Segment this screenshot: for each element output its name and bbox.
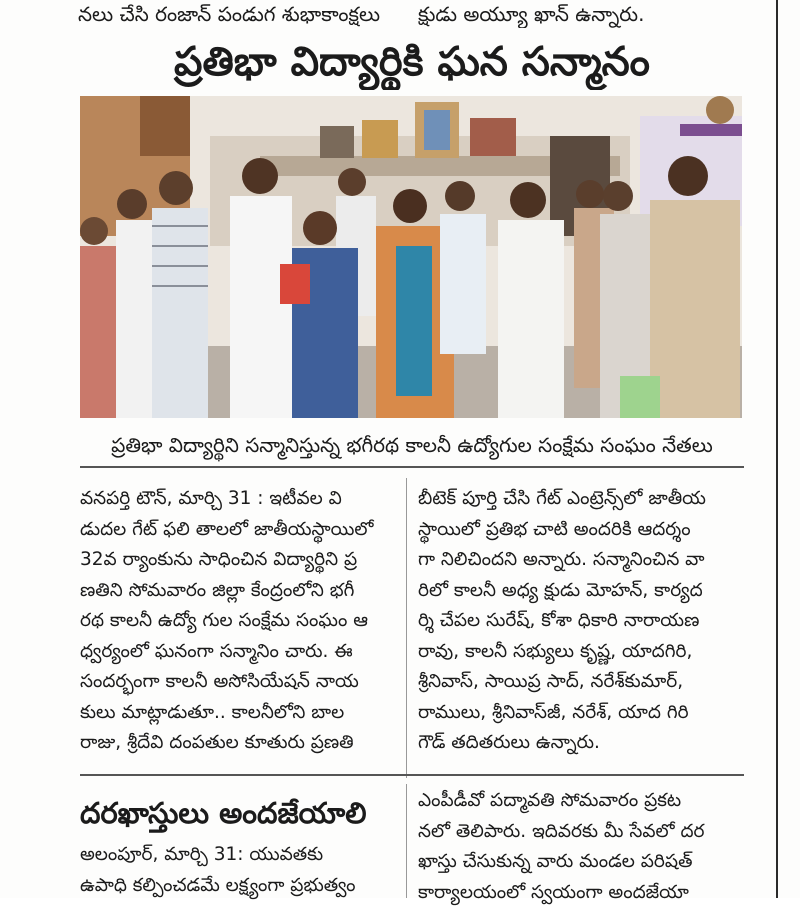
body-line: ర్శి చేపల సురేష్, కోశా ధికారి నారాయణ [418, 606, 744, 637]
body-line: ధ్వర్యంలో ఘనంగా సన్మానిం చారు. ఈ [80, 637, 396, 668]
body-line: రాములు, శ్రీనివాస్‌జీ, నరేశ్, యాద గిరి [418, 698, 744, 729]
body-line: ఖాస్తు చేసుకున్న వారు మండల పరిషత్ [418, 847, 744, 878]
previous-article-tail-right: క్షుడు అయ్యూ ఖాన్ ఉన్నారు. [418, 0, 758, 28]
page-edge-rule [776, 0, 778, 898]
body-line: బీటెక్ పూర్తి చేసి గేట్ ఎంట్రెన్స్‌లో జాతీయ [418, 484, 744, 515]
second-article-body-right [418, 786, 744, 908]
body-line: శ్రీనివాస్, సాయిప్ర సాద్, నరేశ్‌కుమార్, [418, 667, 744, 698]
body-line: గౌడ్ తదితరులు ఉన్నారు. [418, 728, 744, 759]
body-line: ణతిని సోమవారం జిల్లా కేంద్రంలోని భగీ [80, 576, 396, 607]
group-photo-illustration [80, 96, 742, 418]
body-line: వనపర్తి టౌన్, మార్చి 31 : ఇటీవల వి [80, 484, 396, 515]
body-line: రిలో కాలనీ అధ్య క్షుడు మోహన్, కార్యద [418, 576, 744, 607]
second-article-headline: దరఖాస్తులు అందజేయాలి [80, 790, 396, 836]
body-line: రాజు, శ్రీదేవి దంపతుల కూతురు ప్రణతి [80, 728, 396, 759]
body-line: ఎంపీడీవో పద్మావతి సోమవారం ప్రకట [418, 786, 744, 817]
body-line: డుదల గేట్ ఫలి తాలలో జాతీయస్థాయిలో [80, 515, 396, 546]
body-line: సందర్భంగా కాలనీ అసోసియేషన్ నాయ [80, 667, 396, 698]
body-line: రథ కాలనీ ఉద్యో గుల సంక్షేమ సంఘం ఆ [80, 606, 396, 637]
article-headline: ప్రతిభా విద్యార్థికి ఘన సన్మానం [80, 34, 744, 90]
body-line: 32వ ర్యాంకును సాధించిన విద్యార్థిని ప్ర [80, 545, 396, 576]
section-rule [80, 774, 744, 776]
body-line: కార్యాలయంలో స్వయంగా అందజేయా [418, 878, 744, 908]
body-line: రావు, కాలనీ సభ్యులు కృష్ణ, యాదగిరి, [418, 637, 744, 668]
photo-caption: ప్రతిభా విద్యార్థిని సన్మానిస్తున్న భగీరథ కాలనీ ఉద్యోగుల సంక్షేమ సంఘం నేతలు [80, 428, 744, 462]
column-divider-lower [406, 784, 407, 898]
body-line: స్థాయిలో ప్రతిభ చాటి అందరికి ఆదర్శం [418, 515, 744, 546]
body-line: అలంపూర్, మార్చి 31: యువతకు [80, 840, 396, 871]
previous-article-tail-left: నలు చేసి రంజాన్ పండుగ శుభాకాంక్షలు [78, 0, 396, 28]
article-body-left [80, 484, 396, 759]
body-line: నలో తెలిపారు. ఇదివరకు మీ సేవలో దర [418, 817, 744, 848]
article-body-right [418, 484, 744, 759]
body-line: ఉపాధి కల్పించడమే లక్ష్యంగా ప్రభుత్వం [80, 871, 396, 902]
second-article-body-left [80, 840, 396, 901]
body-line: గా నిలిచిందని అన్నారు. సన్మానించిన వా [418, 545, 744, 576]
news-photo [80, 96, 742, 418]
column-divider [406, 478, 407, 778]
body-line: కులు మాట్లాడుతూ.. కాలనీలోని బాల [80, 698, 396, 729]
caption-rule [80, 466, 744, 468]
